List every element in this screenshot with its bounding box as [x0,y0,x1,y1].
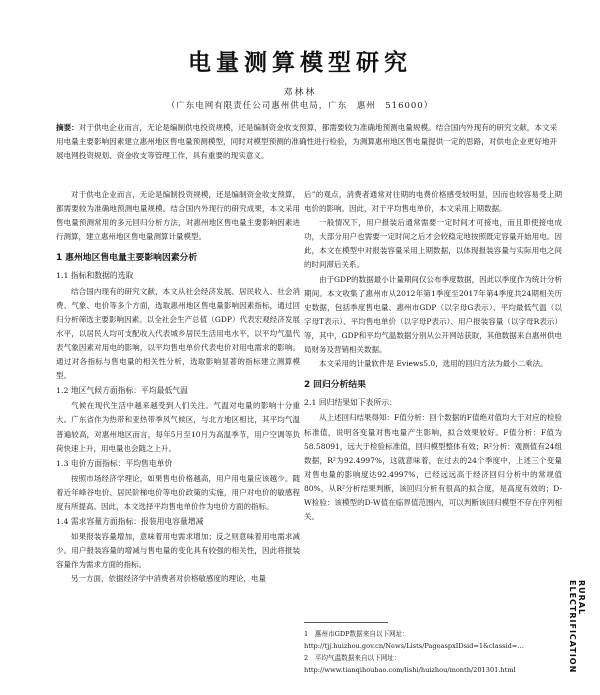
paper-title: 电量测算模型研究 [188,50,412,76]
subsection-heading: 2.1 回归结果如下表所示： [304,398,397,408]
subsection-heading: 1.2 地区气候方面指标：平均最低气温 [56,386,188,396]
body-paragraph: 如果报装容量增加，意味着用电需求增加；反之则意味着用电需求减少。用户报装容量的增减与售电量的变化具有较强的相关性，因此将报装容量作为需求方面的指标。 [56,532,300,570]
body-paragraph: 由于GDP的数据最小计量期间仅公布季度数据，因此以季度作为统计分析期间。本文收集了惠州市从2012年第1季度至2017年第4季度共24期相关历史数据，包括季度售电量、惠州市GDP（以字母G表示）、平均最低气温（以字母T表示）、平均售电单价（以字母P表示）、用户报装容量（以字母R表示）等，其中，GDP和平均气温数据分别从公开网站获取，其他数据来自惠州供电局财务及营销相关数据。 [304,274,562,355]
abstract-label: 摘要： [56,123,79,132]
subsection-heading: 1.1 指标和数据的选取 [56,271,134,281]
footnote-item: 1 惠州市GDP数据来自以下网址：http://tjj.huizhou.gov.cn/News/Lists/PageaspxIDsid=1&classid=… [304,630,524,650]
subsection-heading: 1.3 电价方面指标：平均售电单价 [56,458,173,468]
body-paragraph: 从上述回归结果得知：F值分析：回个数据的F值绝对值均大于对应的检验标准值，说明各变量对售电量产生影响，拟合效果较好。F值分析：F值为58.58091，远大于检验标准值，回归模型整体有效；R²分析：观测值有24组数据，R²为92.4997%，这就意味着，在过去的24个季度中，上述三个变量对售电量的影响度达92.4997%，已经远远高于经济回归分析中的常规值80%，从R²分析结果判断，该回归分析有很高的拟合度，是高度有效的；D-W检验：该模型的D-W值在临界值范围内，可以判断该回归模型不存在序列相关。 [304,413,562,522]
left-column [56,188,300,587]
author-affiliation: （广东电网有限责任公司惠州供电局，广东 惠州 516000） [166,101,434,111]
footnotes [304,628,562,676]
body-paragraph: 一般情况下，用户报装后通常需要一定时间才可接电，而且即使接电成功，大部分用户也需要一定时间之后才会较稳定地按照既定容量开始用电。因此，本文在模型中对报装容量采用上期数据，以体现报装容量与实际用电之间的时间滞后关系。 [304,218,562,270]
body-paragraph: 后”的观点，消费者通常对往期的电费价格感受较明显，因而也较容易受上期电价的影响。因此，对于平均售电单价，本文采用上期数据。 [304,190,562,214]
right-column [304,188,562,524]
subsection-heading: 1.4 需求容量方面指标：报装用电容量增减 [56,517,204,527]
body-paragraph: 本文采用的计量软件是 Eviews5.0，选用的回归方法为最小二乘法。 [319,359,548,369]
section-heading: 2 回归分析结果 [304,380,366,391]
abstract [56,121,562,163]
abstract-text: 对于供电企业而言，无论是编制供电投资规模，还是编制资金收支预算，都需要较为准确地预测电量规模。结合国内外现有的研究文献，本文采用电量主要影响因素建立惠州地区售电量预测模型，同时对模型预测的准确性进行检验，为测算惠州地区售电量提供一定的思路，对供电企业更好地开展电网投资规划、资金收支等管理工作，具有重要的现实意义。 [56,123,558,160]
body-paragraph: 气候在现代生活中越来越受到人们关注。气温对电量的影响十分重大。广东省作为热带和亚热带季风气候区，与北方地区相比，其平均气温普遍较高，对惠州地区而言，每年5月至10月为高温季节，用户空调等负荷快速上升，用电量也会随之上升。 [56,401,300,453]
body-paragraph: 结合国内现有的研究文献，本文从社会经济发展、居民收入、社会消费、气象、电价等多个方面，选取惠州地区售电量影响因素指标，通过回归分析筛选主要影响因素。以全社会生产总值（GDP）代表宏观经济发展水平，以居民人均可支配收入代表城乡居民生活用电水平，以平均气温代表气象因素对用电的影响，以平均售电单价代表电价对用电需求的影响。通过对各指标与售电量的相关性分析，选取影响显著的指标建立测算模型。 [56,286,300,381]
footnote-rule [304,622,388,623]
body-paragraph: 另一方面，依据经济学中消费者对价格敏感度的理论，电量 [71,574,266,584]
footnote-item: 2 平均气温数据来自以下网址：http://www.tianqihoubao.com/lishi/huizhou/month/201301.html [304,654,516,674]
section-heading: 1 惠州地区售电量主要影响因素分析 [56,253,198,264]
journal-side-label: RURAL ELECTRIFICATION [568,580,586,674]
body-paragraph: 按照市场经济学理论，如果售电价格越高，用户用电量应该越少。随着近年峰谷电价、居民阶梯电价等电价政策的实施，用户对电价的敏感程度有所提高。因此，本文选择平均售电单价作为电价方面的指标。 [56,473,300,511]
author-name: 邓林林 [283,88,317,98]
body-paragraph: 对于供电企业而言，无论是编制投资规模，还是编制资金收支预算，都需要较为准确地预测电量规模。结合国内外现行的研究成果，本文采用售电量预测常用的多元回归分析方法，对惠州地区售电量主要影响因素进行测算，建立惠州地区售电量测算计量模型。 [56,190,300,242]
